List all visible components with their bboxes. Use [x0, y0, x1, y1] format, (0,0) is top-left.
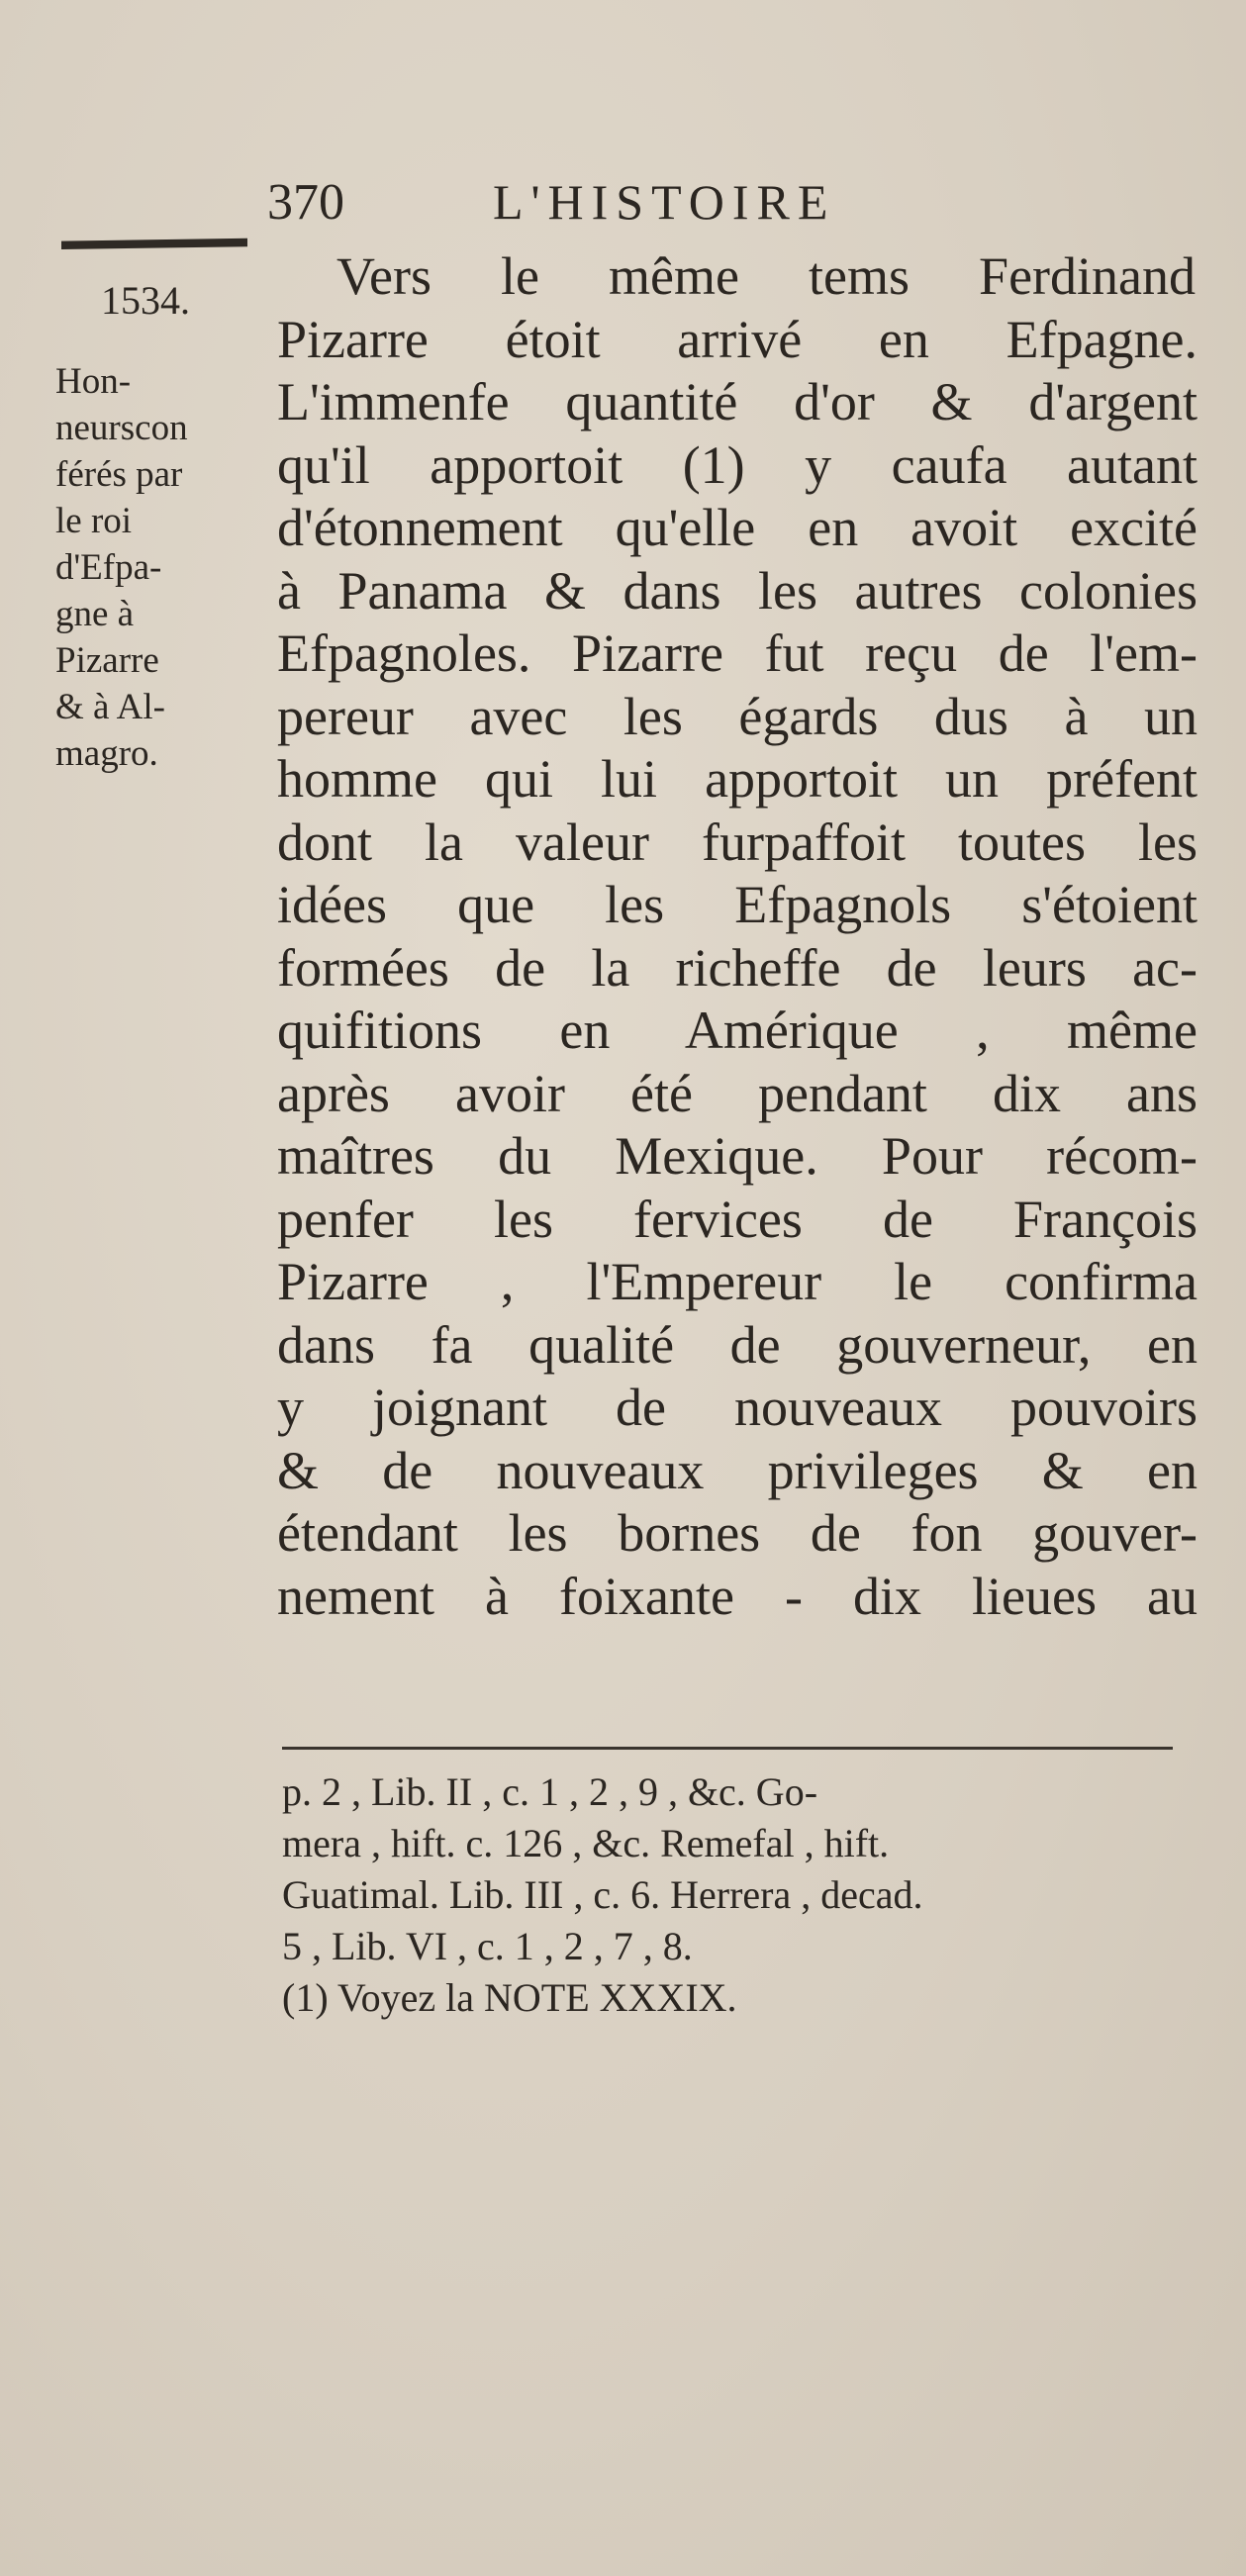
body-line: dont la valeur furpaffoit toutes les — [277, 811, 1198, 872]
footnote-line: (1) Voyez la NOTE XXXIX. — [282, 1975, 737, 2020]
footnote-line: Guatimal. Lib. III , c. 6. Herrera , decad. — [282, 1872, 923, 1917]
page-number: 370 — [267, 174, 344, 231]
body-line: après avoir été pendant dix ans — [277, 1063, 1198, 1123]
body-line: idées que les Efpagnols s'étoient — [277, 875, 1198, 934]
footnote-line: p. 2 , Lib. II , c. 1 , 2 , 9 , &c. Go- — [282, 1769, 818, 1814]
margin-year: 1534. — [101, 278, 190, 323]
margin-rule — [61, 236, 247, 249]
body-line: Efpagnoles. Pizarre fut reçu de l'em- — [277, 623, 1198, 683]
body-line: homme qui lui apportoit un préfent — [277, 749, 1198, 809]
body-line: à Panama & dans les autres colonies — [277, 560, 1198, 620]
body-text — [277, 245, 1198, 1628]
body-line: nement à foixante - dix lieues au — [277, 1566, 1198, 1626]
body-line: penfer les fervices de François — [277, 1189, 1198, 1249]
margin-note: Hon- neurscon férés par le roi d'Efpa- gne à Pizarre & à Al- magro. — [55, 361, 188, 774]
body-line: qu'il apportoit (1) y caufa autant — [277, 434, 1198, 495]
body-line: étendant les bornes de fon gouver- — [277, 1503, 1198, 1563]
body-line: Pizarre , l'Empereur le confirma — [277, 1252, 1198, 1311]
body-line: & de nouveaux privileges & en — [277, 1440, 1198, 1500]
footnote-line: mera , hift. c. 126 , &c. Remefal , hift. — [282, 1821, 890, 1865]
body-line: quifitions en Amérique , même — [277, 1001, 1198, 1060]
footnote-line: 5 , Lib. VI , c. 1 , 2 , 7 , 8. — [282, 1924, 693, 1968]
body-line: maîtres du Mexique. Pour récom- — [277, 1126, 1198, 1186]
body-line: dans fa qualité de gouverneur, en — [277, 1314, 1198, 1375]
body-line: d'étonnement qu'elle en avoit excité — [277, 498, 1198, 557]
body-line: L'immenfe quantité d'or & d'argent — [277, 372, 1198, 431]
body-line: formées de la richeffe de leurs ac- — [277, 937, 1198, 998]
body-line: y joignant de nouveaux pouvoirs — [277, 1378, 1198, 1437]
footnote-rule — [282, 1747, 1173, 1750]
body-line: Vers le même tems Ferdinand — [336, 246, 1196, 306]
running-head: L'HISTOIRE — [493, 174, 836, 230]
body-line: pereur avec les égards dus à un — [277, 686, 1198, 746]
footnotes — [282, 1766, 1193, 2024]
body-line: Pizarre étoit arrivé en Efpagne. — [277, 309, 1198, 369]
